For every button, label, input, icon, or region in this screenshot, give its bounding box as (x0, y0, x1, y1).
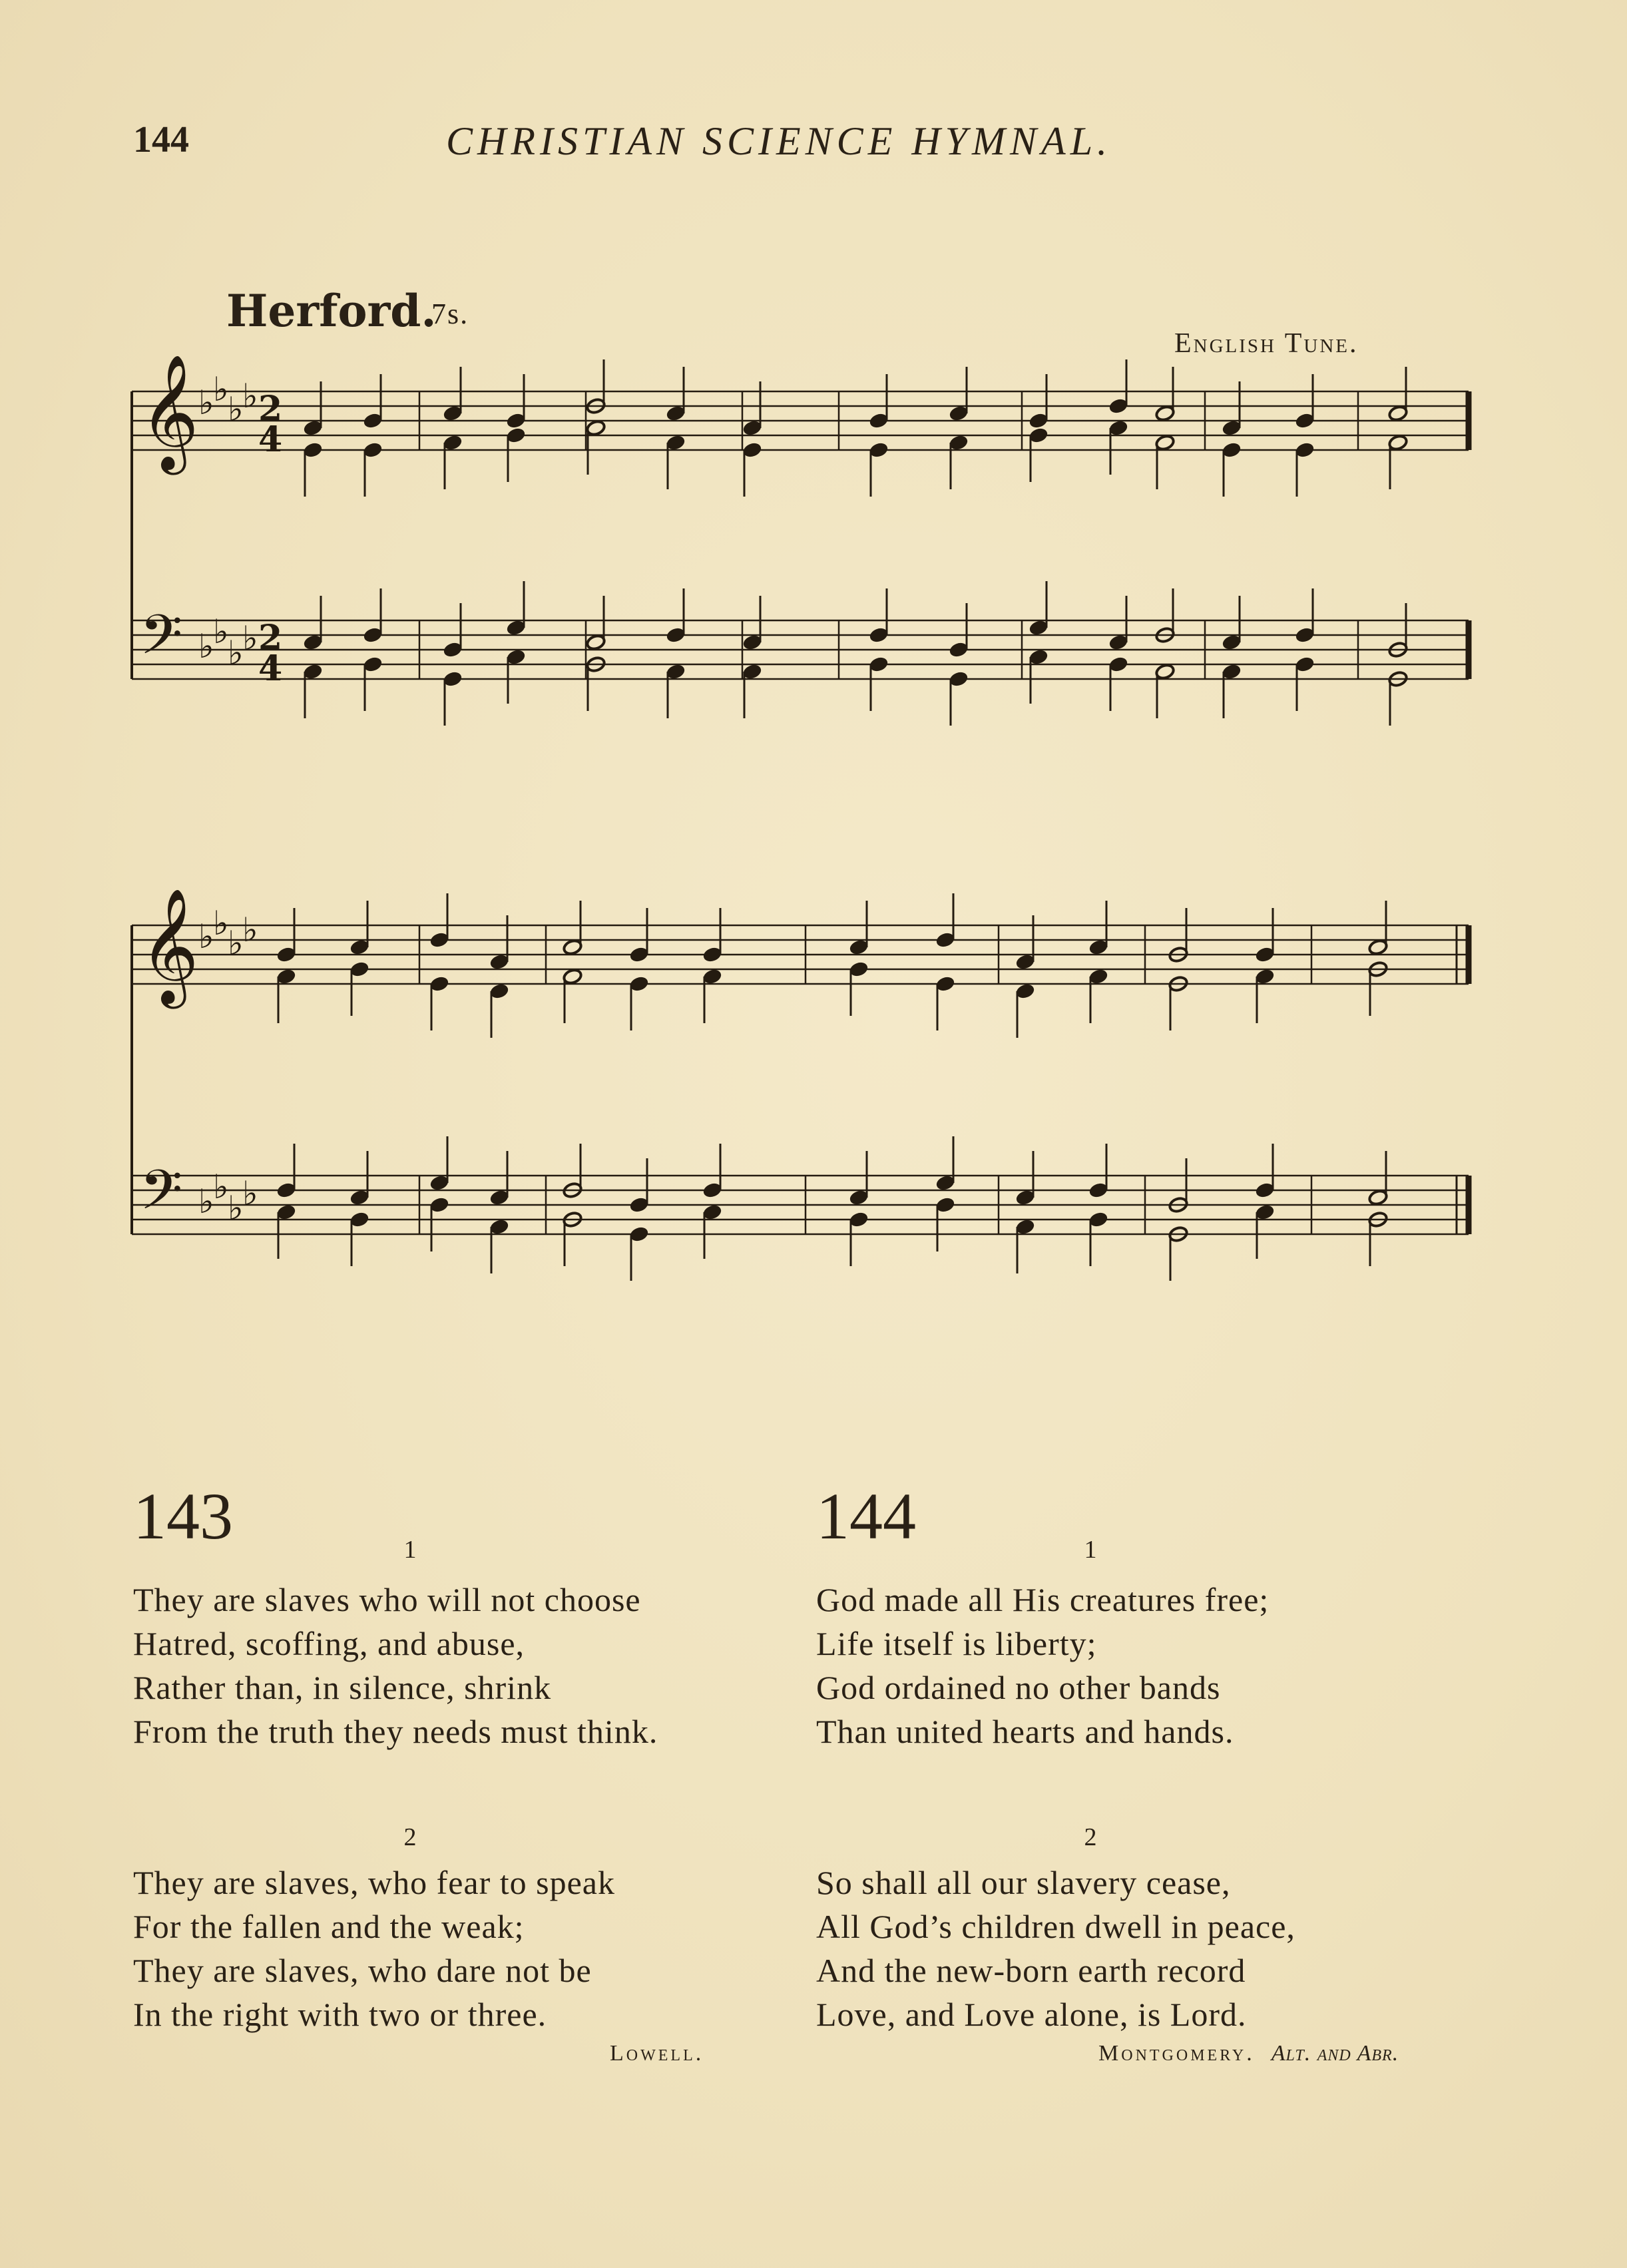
time-signature-top: 2 (258, 618, 283, 658)
flat-sign: ♭ (213, 904, 229, 943)
verse-line: In the right with two or three. (133, 1996, 547, 2033)
hymn-number-144: 144 (816, 1479, 916, 1553)
running-head: CHRISTIAN SCIENCE HYMNAL. (446, 119, 1112, 163)
author-lowell: Lowell. (610, 2041, 704, 2066)
verse-line: For the fallen and the weak; (133, 1908, 525, 1945)
verse-number: 2 (1084, 1823, 1097, 1851)
flat-sign: ♭ (198, 917, 214, 956)
tune-source: English Tune. (1174, 328, 1359, 359)
author-name: Montgomery. (1098, 2041, 1255, 2066)
flat-sign: ♭ (198, 1182, 214, 1221)
verse-number: 2 (403, 1823, 417, 1851)
time-signature-top: 2 (258, 389, 283, 429)
flat-sign: ♭ (213, 1168, 229, 1206)
verse-line: Hatred, scoffing, and abuse, (133, 1625, 525, 1662)
bass-clef: 𝄢 (140, 1158, 183, 1236)
verse-line: God ordained no other bands (816, 1669, 1221, 1706)
author-note: Alt. and Abr. (1271, 2041, 1399, 2066)
author-montgomery (1098, 2041, 1399, 2066)
flat-sign: ♭ (198, 627, 214, 666)
verse-line: God made all His creatures free; (816, 1581, 1270, 1618)
verse-line: Life itself is liberty; (816, 1625, 1097, 1662)
verse-line: Love, and Love alone, is Lord. (816, 1996, 1247, 2033)
verse-line: From the truth they needs must think. (133, 1713, 658, 1750)
tune-meter: 7s. (431, 298, 469, 330)
verse-line: Rather than, in silence, shrink (133, 1669, 552, 1706)
verse-line: They are slaves who will not choose (133, 1581, 641, 1618)
flat-sign: ♭ (242, 377, 258, 415)
flat-sign: ♭ (242, 1174, 258, 1213)
flat-sign: ♭ (228, 390, 244, 429)
flat-sign: ♭ (242, 619, 258, 658)
bass-clef: 𝄢 (140, 602, 183, 680)
flat-sign: ♭ (213, 612, 229, 651)
verse-143-1 (133, 1578, 658, 1753)
flat-sign: ♭ (228, 1189, 244, 1228)
verse-144-2 (816, 1861, 1295, 2036)
tune-name: Herford. (226, 285, 437, 337)
verse-line: Than united hearts and hands. (816, 1713, 1234, 1750)
verse-line: And the new-born earth record (816, 1952, 1246, 1989)
flat-sign: ♭ (228, 634, 244, 672)
time-signature-bottom: 4 (258, 419, 283, 460)
verse-line: They are slaves, who dare not be (133, 1952, 592, 1989)
verse-143-2 (133, 1861, 615, 2036)
verse-number: 1 (403, 1536, 417, 1564)
treble-clef: 𝄞 (140, 354, 199, 470)
hymn-number-143: 143 (133, 1479, 233, 1553)
verse-144-1 (816, 1578, 1269, 1753)
flat-sign: ♭ (213, 370, 229, 409)
verse-line: They are slaves, who fear to speak (133, 1864, 615, 1901)
page-number: 144 (133, 119, 189, 160)
time-signature-bottom: 4 (258, 648, 283, 689)
verse-line: All God’s children dwell in peace, (816, 1908, 1295, 1945)
flat-sign: ♭ (198, 383, 214, 422)
verse-number: 1 (1084, 1536, 1097, 1564)
flat-sign: ♭ (228, 924, 244, 963)
flat-sign: ♭ (242, 911, 258, 949)
verse-line: So shall all our slavery cease, (816, 1864, 1231, 1901)
treble-clef: 𝄞 (140, 888, 199, 1004)
